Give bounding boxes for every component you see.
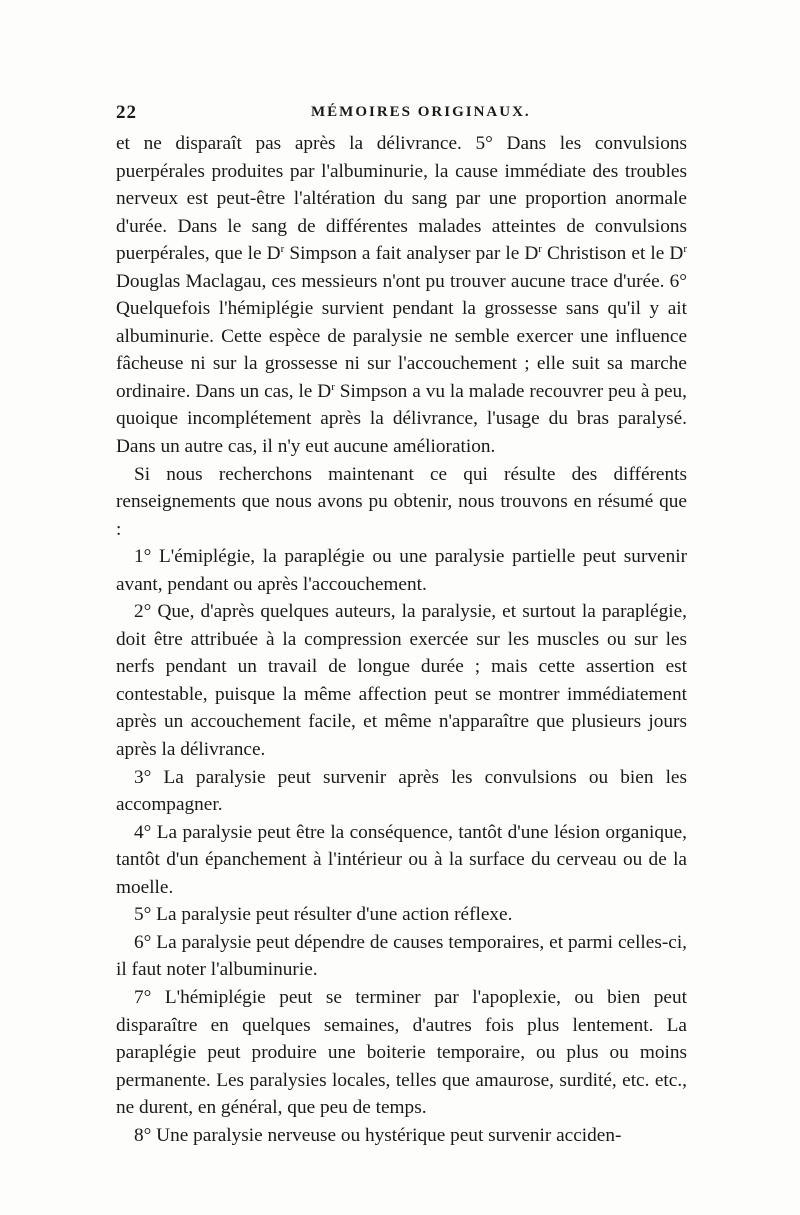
paragraph-continuation bbox=[116, 130, 687, 461]
superscript: r bbox=[683, 243, 687, 256]
page-number: 22 bbox=[116, 102, 137, 123]
summary-item-6: 6° La paralysie peut dépendre de causes temporaires, et parmi celles-ci, il faut noter l'albuminurie. bbox=[116, 931, 687, 981]
summary-item-3: 3° La paralysie peut survenir après les convulsions ou bien les accompagner. bbox=[116, 766, 687, 816]
superscript: r bbox=[331, 380, 335, 393]
text-run: Simpson a vu la malade recouvrer peu à peu, quoique incomplétement après la délivrance, l'usage du bras paralysé. Dans un autre cas, il n'y eut aucune amélioration. bbox=[116, 380, 687, 458]
superscript: r bbox=[280, 243, 285, 256]
superscript: r bbox=[538, 243, 542, 256]
summary-item-5: 5° La paralysie peut résulter d'une action réflexe. bbox=[134, 904, 513, 926]
text-run: Simpson a fait analyser par le D bbox=[284, 243, 539, 265]
page-header bbox=[116, 102, 696, 128]
text-run: Douglas Maclagau, ces messieurs n'ont pu trouver aucune trace d'urée. 6° Quelquefois l'hémiplégie survient pendant la grossesse sans qu'il y ait albuminurie. Cette espèce de paralysie ne semble exercer une influence fâcheuse ni sur la grossesse ni sur l'accouchement ; elle suit sa marche ordinaire. Dans un cas, le D bbox=[116, 270, 687, 402]
summary-item-1: 1° L'émiplégie, la paraplégie ou une paralysie partielle peut survenir avant, pendant ou après l'accouchement. bbox=[116, 546, 687, 595]
summary-item-7: 7° L'hémiplégie peut se terminer par l'apoplexie, ou bien peut disparaître en quelques semaines, d'autres fois plus lentement. La paraplégie peut produire une boiterie temporaire, ou plus ou moins permanente. Les paralysies locales, telles que amaurose, surdité, etc. etc., ne durent, en général, que peu de temps. bbox=[116, 986, 687, 1119]
paragraph-summary-intro: Si nous recherchons maintenant ce qui résulte des différents renseignements que nous avons pu obtenir, nous trouvons en résumé que : bbox=[116, 463, 687, 540]
summary-item-2: 2° Que, d'après quelques auteurs, la paralysie, et surtout la paraplégie, doit être attribuée à la compression exercée sur les muscles ou sur les nerfs pendant un travail de longue durée ; mais cette assertion est contestable, puisque la même affection peut se montrer immédiatement après un accouchement facile, et même n'apparaître que plusieurs jours après la délivrance. bbox=[116, 601, 687, 761]
text-run: Christison et le D bbox=[541, 243, 684, 265]
running-title: MÉMOIRES ORIGINAUX. bbox=[311, 104, 531, 120]
summary-item-8: 8° Une paralysie nerveuse ou hystérique peut survenir acciden- bbox=[134, 1124, 622, 1146]
text-run: et ne disparaît pas après la délivrance. 5° Dans les convulsions puerpérales produites par l'albuminurie, la cause immédiate des troubles nerveux est peut-être l'altération du sang par une proportion anormale d'urée. Dans le sang de différentes malades atteintes de convulsions puerpérales, que le D bbox=[116, 133, 687, 265]
body-text bbox=[116, 130, 687, 1149]
summary-item-4: 4° La paralysie peut être la conséquence, tantôt d'une lésion organique, tantôt d'un épanchement à l'intérieur ou à la surface du cerveau ou de la moelle. bbox=[116, 821, 687, 898]
